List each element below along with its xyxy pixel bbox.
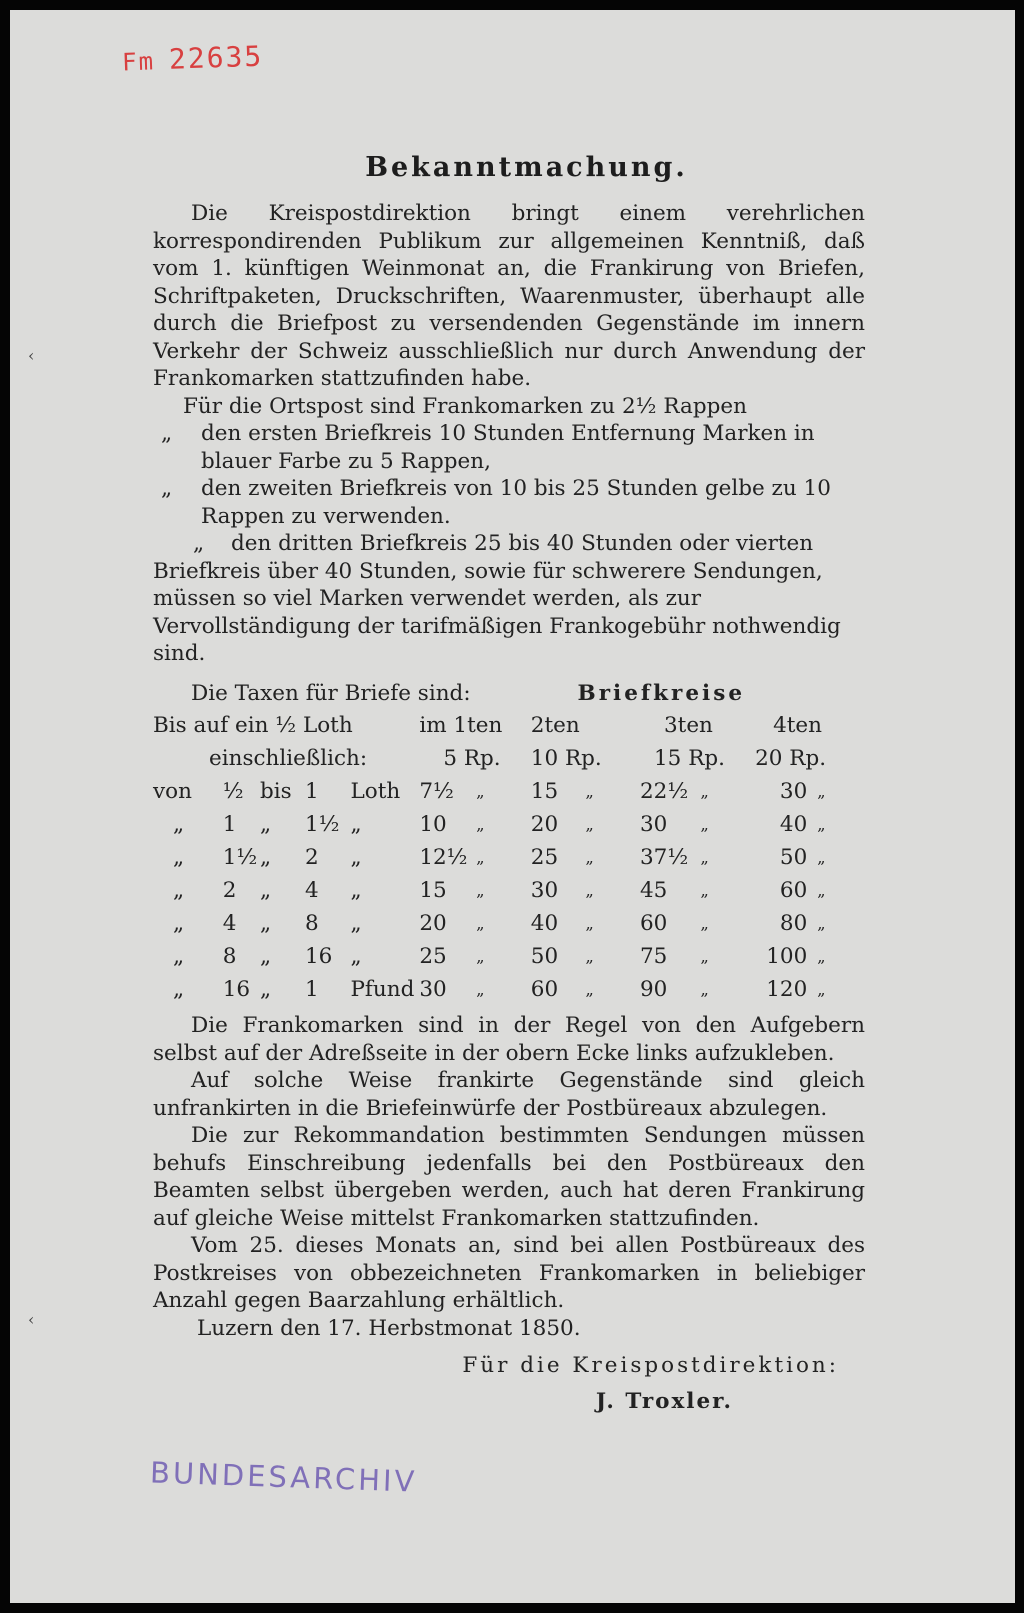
- tariff-base-kreis-4: 20 Rp.: [755, 745, 827, 771]
- rate-kreis-3: [153, 530, 865, 668]
- tariff-cell-kreis-2: 30: [530, 877, 559, 903]
- ditto-mark: „: [817, 979, 826, 999]
- rate-kreis-1-text: den ersten Briefkreis 10 Stunden Entfernung Marken in blauer Farbe zu 5 Rappen,: [201, 421, 815, 474]
- tariff-header-weight: Bis auf ein ½ Loth: [153, 712, 353, 738]
- tariff-cell-kreis-4: 30: [779, 778, 808, 804]
- ditto-mark: „: [476, 979, 485, 999]
- intro-paragraph: Die Kreispostdirektion bringt einem verehrlichen korrespondirenden Publikum zur allgemeinen Kenntniß, daß vom 1. künftigen Weinmonat an, die Frankirung von Briefen, Schriftpaketen, Druckschriften, Waarenmuster, überhaupt alle durch die Briefpost zu versendenden Gegenstände im innern Verkehr der Schweiz ausschließlich nur durch Anwendung der Frankomarken stattzufinden habe.: [153, 201, 865, 391]
- tariff-row: [153, 775, 853, 808]
- tariff-cell-kreis-3: 75: [640, 943, 668, 969]
- tariff-cell-weight-to: 1½: [304, 811, 340, 837]
- tariff-cell-weight-from: 2: [222, 877, 237, 903]
- signature-line: Für die Kreispostdirektion:: [462, 1353, 839, 1378]
- tariff-cell-from: „: [173, 910, 185, 936]
- tariff-row: [153, 841, 853, 874]
- tariff-cell-kreis-3: 45: [640, 877, 668, 903]
- tariff-cell-from: „: [173, 844, 185, 870]
- tariff-rows: [153, 775, 853, 1006]
- rate-kreis-2-text: den zweiten Briefkreis von 10 bis 25 Stunden gelbe zu 10 Rappen zu verwenden.: [201, 476, 831, 529]
- tariff-cell-kreis-1: 12½: [419, 844, 468, 870]
- archive-number-value: 22635: [168, 39, 264, 76]
- tariff-cell-from: „: [173, 877, 185, 903]
- tariff-row: [153, 874, 853, 907]
- ditto-mark: „: [476, 880, 485, 900]
- rate-kreis-3-text: den dritten Briefkreis 25 bis 40 Stunden oder vierten Briefkreis über 40 Stunden, sowie für schwerere Sendungen, müssen so viel Marken verwendet werden, als zur Vervollständigung der tarifmäßigen Frankogebühr nothwendig sind.: [153, 531, 841, 666]
- tariff-cell-unit: „: [350, 910, 362, 936]
- tariff-cell-bis: „: [260, 976, 272, 1002]
- document-body: [153, 200, 865, 1415]
- ditto-mark: „: [585, 913, 594, 933]
- tariff-cell-kreis-4: 50: [779, 844, 808, 870]
- page-title: Bekanntmachung.: [365, 152, 688, 183]
- tariff-cell-kreis-1: 25: [419, 943, 447, 969]
- margin-tick-mark: ‹: [28, 1310, 35, 1329]
- tariff-cell-kreis-1: 10: [419, 811, 447, 837]
- tariff-cell-kreis-1: 7½: [419, 778, 454, 804]
- tariff-cell-bis: „: [260, 811, 272, 837]
- tariff-base-label: einschließlich:: [209, 745, 368, 771]
- tariff-cell-weight-from: 8: [222, 943, 237, 969]
- tariff-cell-kreis-1: 15: [419, 877, 447, 903]
- ditto-mark: „: [585, 847, 594, 867]
- tariff-cell-kreis-3: 90: [640, 976, 668, 1002]
- ditto-mark: „: [700, 913, 709, 933]
- archive-number: [121, 40, 263, 78]
- tariff-cell-kreis-4: 60: [779, 877, 808, 903]
- ditto-mark: „: [193, 531, 205, 556]
- ditto-mark: „: [585, 979, 594, 999]
- ditto-mark: „: [817, 781, 826, 801]
- ditto-mark: „: [700, 847, 709, 867]
- ditto-mark: „: [817, 913, 826, 933]
- tariff-header-kreis-1: im 1ten: [419, 712, 503, 738]
- tariff-cell-unit: „: [350, 811, 362, 837]
- tariff-cell-from: „: [173, 943, 185, 969]
- tariff-cell-kreis-4: 80: [779, 910, 808, 936]
- tariff-cell-kreis-2: 20: [530, 811, 559, 837]
- tariff-base-kreis-2: 10 Rp.: [530, 745, 602, 771]
- tariff-header-row: [153, 709, 853, 742]
- tariff-cell-kreis-3: 30: [640, 811, 668, 837]
- tariff-base-row: [153, 742, 853, 775]
- tariff-cell-kreis-1: 20: [419, 910, 447, 936]
- place-date: Luzern den 17. Herbstmonat 1850.: [197, 1315, 581, 1341]
- ditto-mark: „: [585, 814, 594, 834]
- ditto-mark: „: [161, 421, 173, 446]
- tariff-cell-weight-to: 8: [304, 910, 319, 936]
- tariff-cell-unit: „: [350, 943, 362, 969]
- tariff-cell-weight-from: 16: [222, 976, 251, 1002]
- ditto-mark: „: [585, 880, 594, 900]
- tariff-base-kreis-1: 5 Rp.: [443, 745, 501, 771]
- ditto-mark: „: [817, 880, 826, 900]
- tariff-cell-weight-to: 4: [304, 877, 319, 903]
- tariff-cell-kreis-2: 60: [530, 976, 559, 1002]
- rate-kreis-2: [153, 475, 865, 530]
- rate-kreis-1: [153, 420, 865, 475]
- ditto-mark: „: [585, 781, 594, 801]
- ditto-mark: „: [700, 781, 709, 801]
- ditto-mark: „: [476, 781, 485, 801]
- ditto-mark: „: [817, 847, 826, 867]
- ditto-mark: „: [700, 946, 709, 966]
- ditto-mark: „: [476, 814, 485, 834]
- tariff-cell-from: „: [173, 811, 185, 837]
- ditto-mark: „: [476, 847, 485, 867]
- tariff-row: [153, 808, 853, 841]
- tariff-cell-weight-to: 1: [304, 976, 319, 1002]
- ditto-mark: „: [700, 979, 709, 999]
- tariff-header-kreis-3: 3ten: [664, 712, 713, 738]
- tariff-cell-kreis-4: 100: [766, 943, 808, 969]
- tariff-cell-kreis-2: 25: [530, 844, 559, 870]
- tariff-cell-bis: „: [260, 844, 272, 870]
- tariff-base-kreis-3: 15 Rp.: [654, 745, 725, 771]
- closing-paragraph-3: Die zur Rekommandation bestimmten Sendungen müssen behufs Einschreibung jedenfalls bei den Postbüreaux den Beamten selbst übergeben werden, auch hat deren Frankirung auf gleiche Weise mittelst Frankomarken stattzufinden.: [153, 1123, 865, 1231]
- tariff-cell-kreis-2: 40: [530, 910, 559, 936]
- closing-paragraph-4: Vom 25. dieses Monats an, sind bei allen Postbüreaux des Postkreises von obbezeichneten Frankomarken in beliebiger Anzahl gegen Baarzahlung erhältlich.: [153, 1233, 865, 1313]
- tariff-cell-kreis-2: 15: [530, 778, 559, 804]
- tariff-heading: [153, 680, 865, 708]
- ditto-mark: „: [476, 946, 485, 966]
- tariff-cell-unit: „: [350, 844, 362, 870]
- closing-paragraph-2: Auf solche Weise frankirte Gegenstände sind gleich unfrankirten in die Briefeinwürfe der Postbüreaux abzulegen.: [153, 1068, 865, 1121]
- ditto-mark: „: [161, 476, 173, 501]
- tariff-row: [153, 907, 853, 940]
- ditto-mark: „: [700, 880, 709, 900]
- archive-stamp: BUNDESARCHIV: [149, 1455, 418, 1499]
- tariff-header-kreis-2: 2ten: [530, 712, 580, 738]
- tariff-cell-from: „: [173, 976, 185, 1002]
- tariff-row: [153, 973, 853, 1006]
- tariff-row: [153, 940, 853, 973]
- tariff-cell-kreis-3: 22½: [640, 778, 689, 804]
- tariff-cell-kreis-3: 37½: [640, 844, 689, 870]
- tariff-cell-kreis-4: 40: [779, 811, 808, 837]
- tariff-cell-weight-to: 16: [304, 943, 333, 969]
- tariff-cell-unit: Loth: [350, 778, 401, 804]
- tariff-cell-kreis-1: 30: [419, 976, 447, 1002]
- tariff-cell-weight-from: 1½: [222, 844, 258, 870]
- tariff-cell-bis: „: [260, 877, 272, 903]
- signer-name: J. Troxler.: [595, 1388, 733, 1414]
- tariff-cell-from: von: [153, 778, 192, 804]
- tariff-cell-kreis-2: 50: [530, 943, 559, 969]
- tariff-cell-kreis-3: 60: [640, 910, 668, 936]
- tariff-briefkreise-label: Briefkreise: [577, 680, 745, 706]
- tariff-cell-unit: Pfund: [350, 976, 415, 1002]
- tariff-cell-unit: „: [350, 877, 362, 903]
- tariff-cell-bis: „: [260, 910, 272, 936]
- ditto-mark: „: [817, 814, 826, 834]
- ditto-mark: „: [585, 946, 594, 966]
- tariff-cell-weight-to: 1: [304, 778, 319, 804]
- ditto-mark: „: [700, 814, 709, 834]
- tariff-table: [153, 709, 853, 1006]
- document-page: [10, 10, 1015, 1603]
- tariff-cell-weight-from: 4: [222, 910, 237, 936]
- margin-tick-mark: ‹: [28, 346, 35, 365]
- tariff-cell-weight-to: 2: [304, 844, 319, 870]
- tariff-cell-weight-from: ½: [222, 778, 244, 804]
- tariff-header-kreis-4: 4ten: [773, 712, 822, 738]
- archive-number-prefix: Fm: [121, 47, 156, 77]
- tariff-cell-bis: „: [260, 943, 272, 969]
- tariff-cell-bis: bis: [260, 778, 292, 804]
- tariff-cell-kreis-4: 120: [766, 976, 808, 1002]
- tariff-cell-weight-from: 1: [222, 811, 237, 837]
- ditto-mark: „: [476, 913, 485, 933]
- rate-ortspost: Für die Ortspost sind Frankomarken zu 2½ Rappen: [183, 393, 747, 419]
- ditto-mark: „: [817, 946, 826, 966]
- closing-paragraph-1: Die Frankomarken sind in der Regel von den Aufgebern selbst auf der Adreßseite in der obern Ecke links aufzukleben.: [153, 1013, 865, 1066]
- tariff-intro: Die Taxen für Briefe sind:: [191, 680, 471, 706]
